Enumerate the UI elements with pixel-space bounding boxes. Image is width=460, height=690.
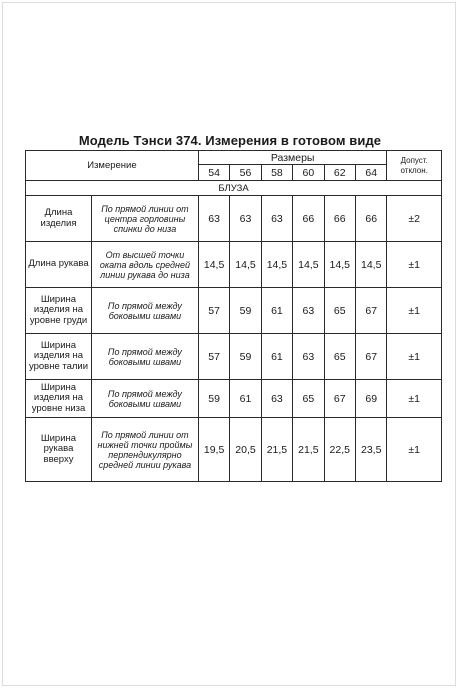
size-value: 21,5: [261, 418, 292, 482]
size-value: 23,5: [355, 418, 386, 482]
size-value: 20,5: [230, 418, 261, 482]
size-value: 14,5: [198, 242, 229, 288]
size-value: 67: [324, 380, 355, 418]
measurement-name: Ширина изделия на уровне груди: [26, 288, 92, 334]
tolerance-value: ±1: [387, 380, 442, 418]
table-row: [26, 380, 442, 418]
size-value: 66: [355, 196, 386, 242]
size-value: 14,5: [355, 242, 386, 288]
size-value: 21,5: [293, 418, 324, 482]
header-sizes: Размеры: [198, 151, 387, 165]
size-value: 63: [261, 380, 292, 418]
size-value: 63: [230, 196, 261, 242]
section-header: БЛУЗА: [26, 181, 442, 196]
page-title: Модель Тэнси 374. Измерения в готовом виде: [78, 133, 382, 148]
size-value: 19,5: [198, 418, 229, 482]
size-value: 63: [293, 334, 324, 380]
measurement-name: Ширина изделия на уровне низа: [26, 380, 92, 418]
tolerance-value: ±1: [387, 288, 442, 334]
measurement-description: По прямой линии от центра горловины спинки до низа: [92, 196, 199, 242]
size-column-header: 60: [293, 165, 324, 181]
size-value: 22,5: [324, 418, 355, 482]
size-value: 59: [198, 380, 229, 418]
size-column-header: 54: [198, 165, 229, 181]
measurement-description: По прямой между боковыми швами: [92, 380, 199, 418]
header-measure: Измерение: [26, 151, 199, 181]
size-value: 14,5: [230, 242, 261, 288]
size-table: [25, 150, 442, 482]
measurement-description: По прямой между боковыми швами: [92, 334, 199, 380]
header-tolerance-line2: отклон.: [400, 165, 428, 175]
size-value: 63: [198, 196, 229, 242]
measurement-name: Ширина изделия на уровне талии: [26, 334, 92, 380]
measurement-name: Ширина рукава вверху: [26, 418, 92, 482]
size-value: 61: [261, 288, 292, 334]
header-tolerance-line1: Допуст.: [400, 155, 428, 165]
size-value: 57: [198, 334, 229, 380]
size-value: 63: [261, 196, 292, 242]
measurement-name: Длина рукава: [26, 242, 92, 288]
table-row: [26, 242, 442, 288]
size-value: 14,5: [324, 242, 355, 288]
measurement-description: По прямой линии от нижней точки проймы перпендикулярно средней линии рукава: [92, 418, 199, 482]
size-value: 63: [293, 288, 324, 334]
measurement-description: От высшей точки оката вдоль средней линии рукава до низа: [92, 242, 199, 288]
measurement-description: По прямой между боковыми швами: [92, 288, 199, 334]
measurement-name: Длина изделия: [26, 196, 92, 242]
size-value: 66: [324, 196, 355, 242]
size-value: 59: [230, 288, 261, 334]
tolerance-value: ±1: [387, 242, 442, 288]
size-value: 59: [230, 334, 261, 380]
size-column-header: 58: [261, 165, 292, 181]
table-row: [26, 334, 442, 380]
size-value: 61: [230, 380, 261, 418]
size-value: 66: [293, 196, 324, 242]
size-column-header: 64: [355, 165, 386, 181]
size-value: 65: [324, 334, 355, 380]
table-row: [26, 196, 442, 242]
tolerance-value: ±1: [387, 334, 442, 380]
tolerance-value: ±2: [387, 196, 442, 242]
size-value: 14,5: [261, 242, 292, 288]
header-tolerance: [387, 151, 442, 181]
table-row: [26, 288, 442, 334]
size-value: 57: [198, 288, 229, 334]
size-value: 65: [293, 380, 324, 418]
table-row: [26, 418, 442, 482]
size-value: 14,5: [293, 242, 324, 288]
size-column-header: 56: [230, 165, 261, 181]
size-value: 67: [355, 334, 386, 380]
size-value: 67: [355, 288, 386, 334]
size-column-header: 62: [324, 165, 355, 181]
size-value: 65: [324, 288, 355, 334]
size-value: 69: [355, 380, 386, 418]
tolerance-value: ±1: [387, 418, 442, 482]
size-value: 61: [261, 334, 292, 380]
